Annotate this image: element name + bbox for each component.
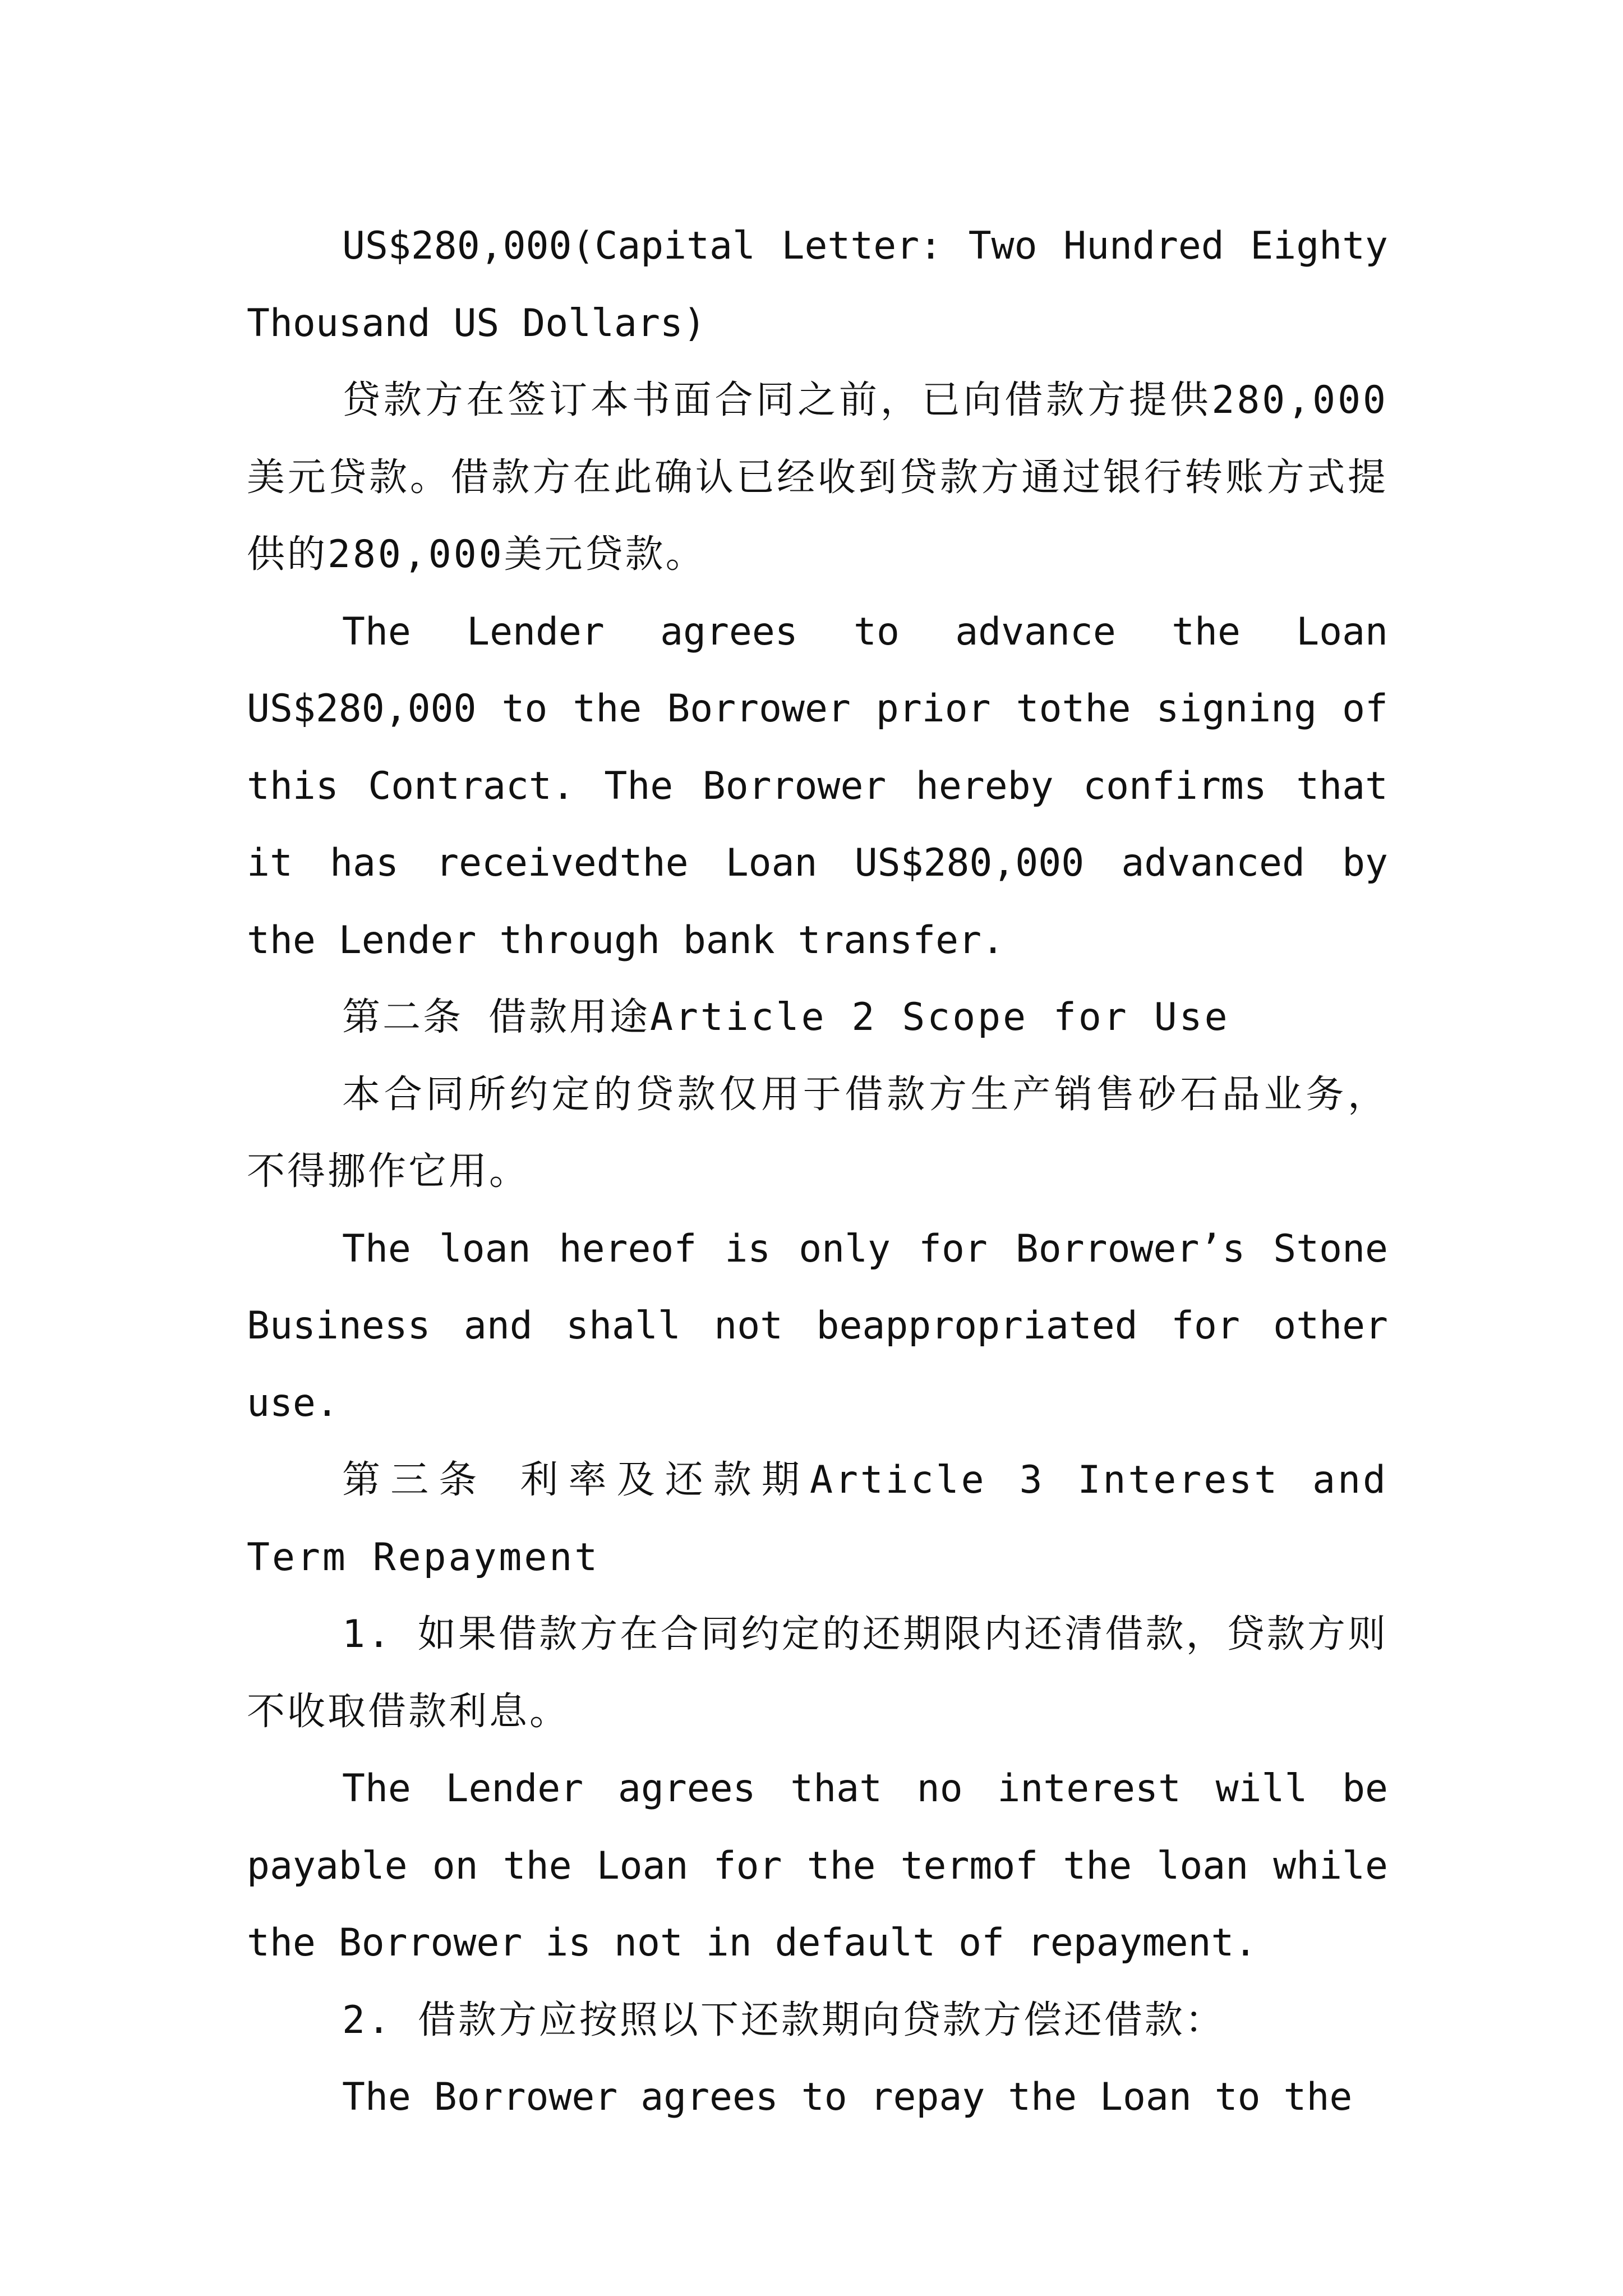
article-3-heading: 第三条 利率及还款期Article 3 Interest and Term Repayment [247,1458,1388,1580]
document-body [247,208,1388,2136]
paragraph-interest-en: The Lender agrees that no interest will be payable on the Loan for the termof the loan while the Borrower is not in default of repayment. [247,1766,1388,1965]
paragraph-interest-zh: 1. 如果借款方在合同约定的还期限内还清借款，贷款方则不收取借款利息。 [247,1612,1388,1734]
paragraph-scope-zh: 本合同所约定的贷款仅用于借款方生产销售砂石品业务，不得挪作它用。 [247,1072,1388,1194]
paragraph-repayment-zh: 2. 借款方应按照以下还款期向贷款方偿还借款： [342,1998,1225,2042]
paragraph-loan-advance-en: The Lender agrees to advance the Loan US$280,000 to the Borrower prior tothe signing of this Contract. The Borrower hereby confirms that it has receivedthe Loan US$280,000 advanced by the Lender through bank transfer. [247,609,1388,963]
paragraph-loan-amount: US$280,000(Capital Letter: Two Hundred Eighty Thousand US Dollars) [247,224,1388,346]
paragraph-loan-advance-zh: 贷款方在签订本书面合同之前，已向借款方提供280,000美元贷款。借款方在此确认已经收到贷款方通过银行转账方式提供的280,000美元贷款。 [247,378,1388,577]
paragraph-repayment-en: The Borrower agrees to repay the Loan to the [342,2075,1353,2119]
paragraph-scope-en: The loan hereof is only for Borrower’s Stone Business and shall not beappropriated for other use. [247,1226,1388,1425]
article-2-heading: 第二条 借款用途Article 2 Scope for Use [342,995,1230,1039]
